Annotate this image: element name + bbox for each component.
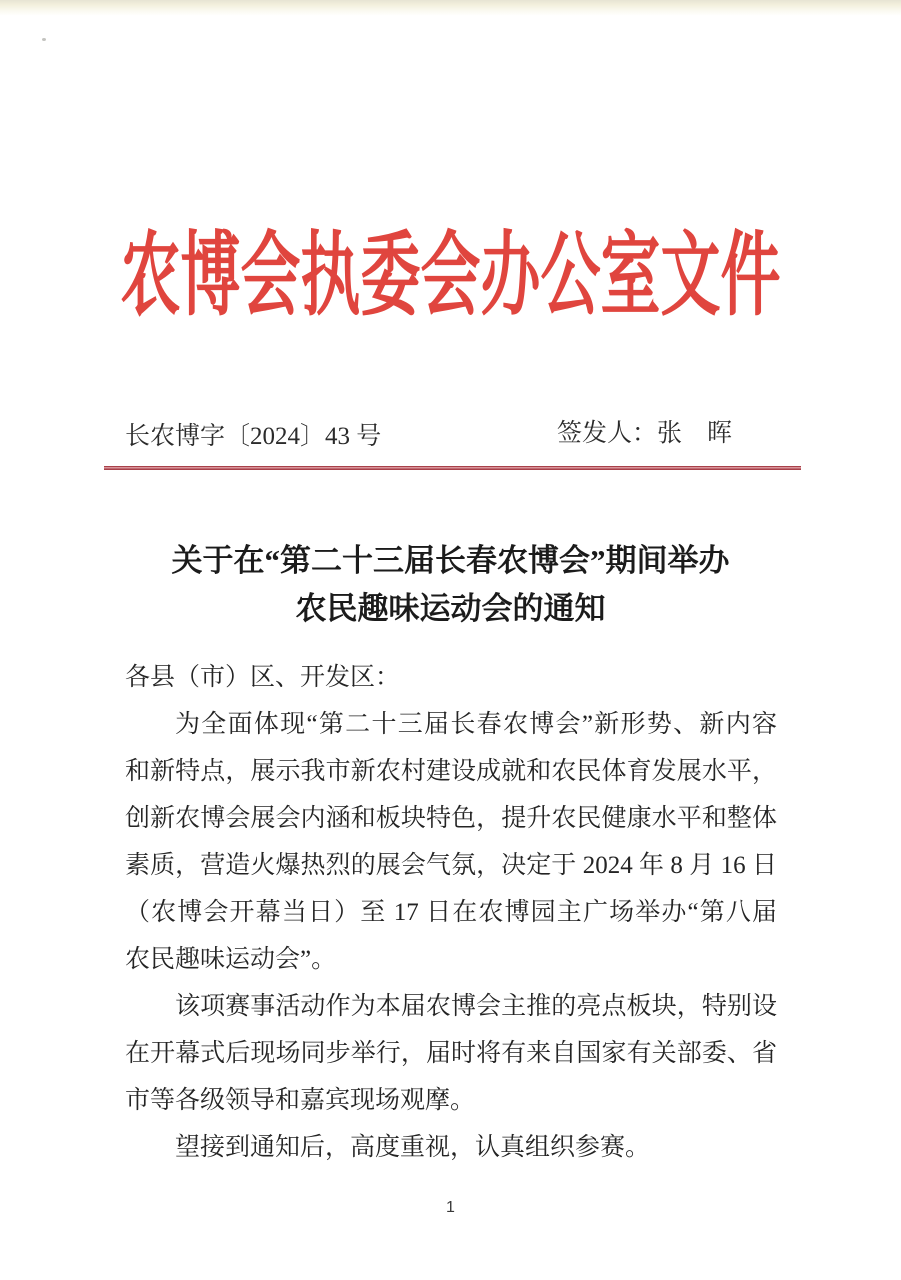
body-line: 望接到通知后，高度重视，认真组织参赛。	[175, 1134, 651, 1161]
body-line: 各县（市）区、开发区：	[125, 664, 401, 691]
scan-artifact-speck	[42, 38, 46, 41]
document-title-line2: 农民趣味运动会的通知	[295, 591, 606, 626]
body-line: 为全面体现“第二十三届长春农博会”新形势、新内容	[175, 711, 777, 738]
page-number: 1	[446, 1199, 455, 1216]
document-title	[0, 537, 901, 633]
body-text	[125, 654, 777, 1171]
document-title-line1: 关于在“第二十三届长春农博会”期间举办	[171, 543, 730, 578]
document-number: 长农博字〔2024〕43 号	[125, 423, 382, 450]
body-line: 在开幕式后现场同步举行，届时将有来自国家有关部委、省	[125, 1040, 777, 1067]
scan-artifact-top-band	[0, 0, 901, 16]
body-line: 创新农博会展会内涵和板块特色，提升农民健康水平和整体	[125, 805, 777, 832]
body-line: 和新特点，展示我市新农村建设成就和农民体育发展水平，	[125, 758, 777, 785]
body-line: 素质，营造火爆热烈的展会气氛，决定于 2024 年 8 月 16 日	[125, 852, 777, 879]
body-line: 农民趣味运动会”。	[125, 946, 337, 973]
issuer-line: 签发人：张 晖	[557, 420, 733, 447]
body-line: 市等各级领导和嘉宾现场观摩。	[125, 1087, 476, 1114]
body-line: （农博会开幕当日）至 17 日在农博园主广场举办“第八届	[125, 899, 777, 926]
body-line: 该项赛事活动作为本届农博会主推的亮点板块，特别设	[175, 993, 777, 1020]
red-divider-rule	[104, 466, 801, 470]
letterhead-banner: 农博会执委会办公室文件	[120, 225, 781, 327]
